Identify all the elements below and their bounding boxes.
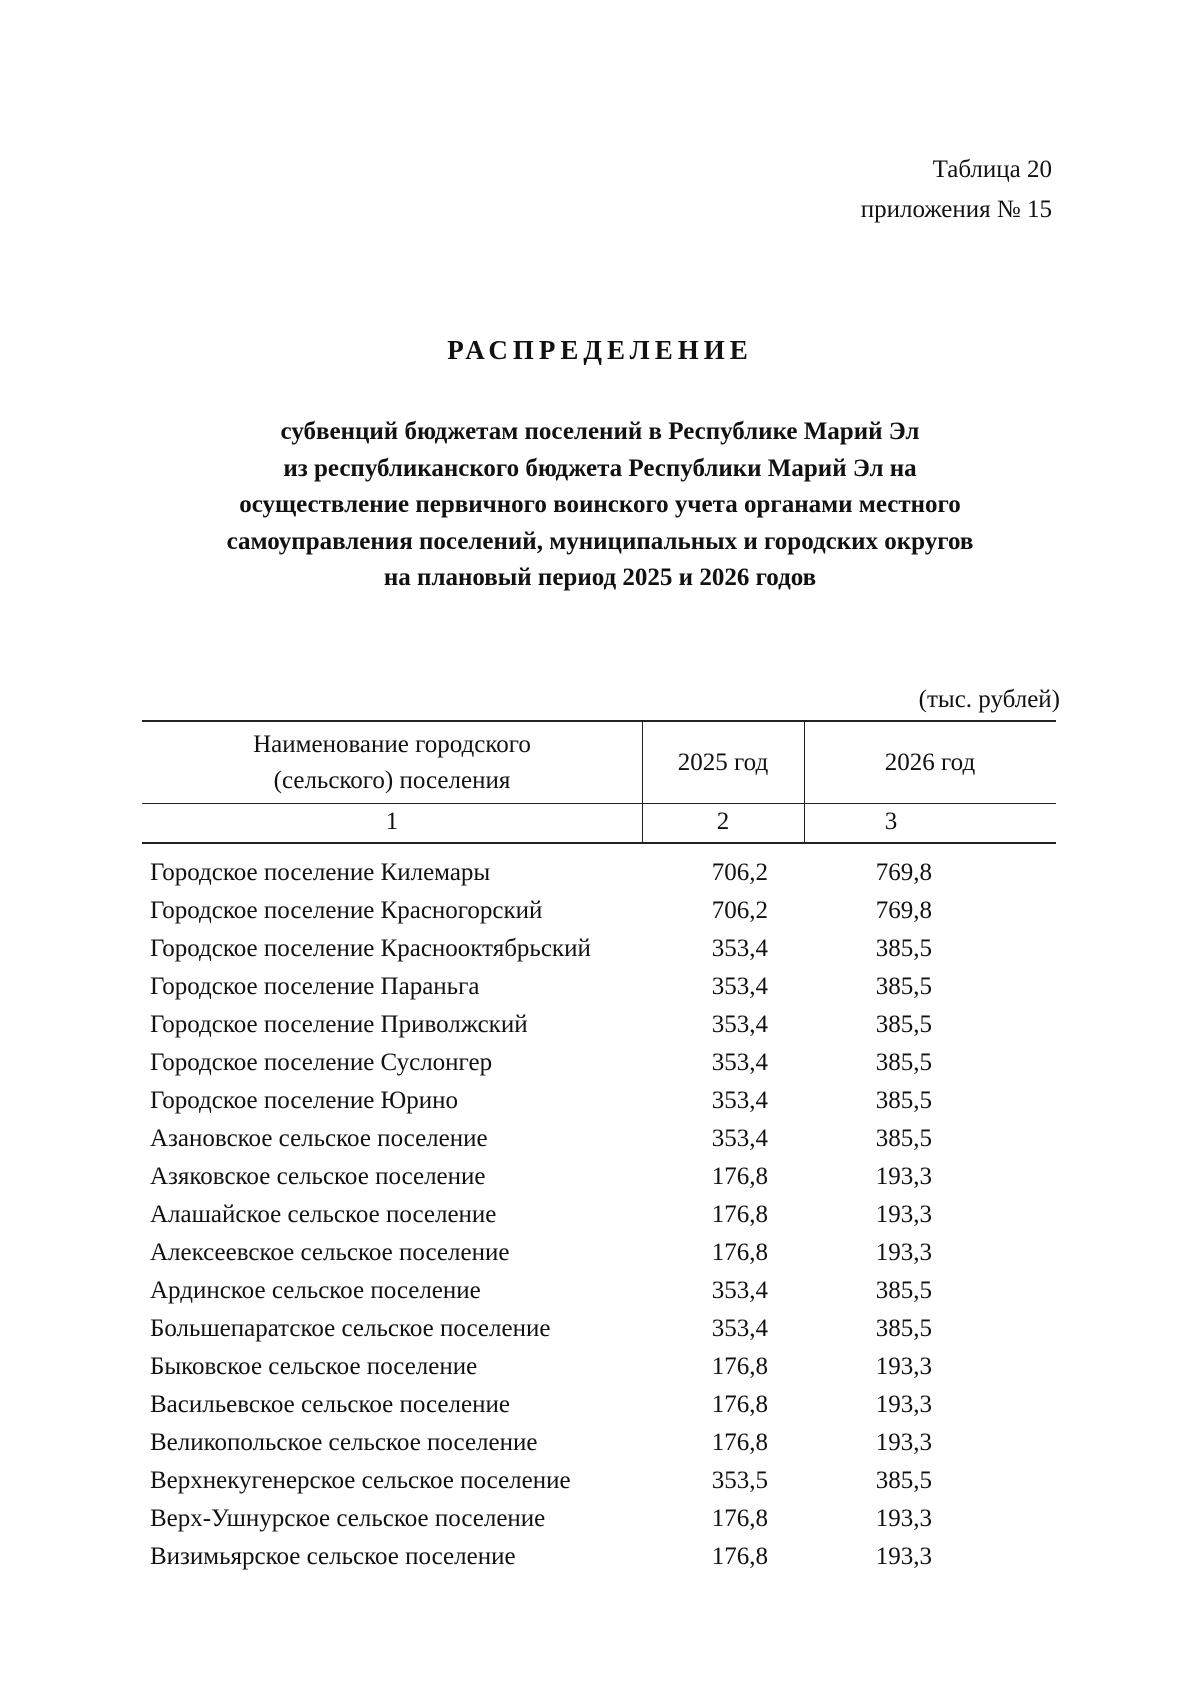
value-2025: 176,8 (711, 1163, 768, 1190)
value-2025: 353,4 (711, 1011, 768, 1038)
settlement-name: Азяковское сельское поселение (150, 1163, 486, 1190)
value-2026: 769,8 (875, 897, 932, 924)
value-2026: 385,5 (875, 1315, 932, 1342)
table-row (142, 1158, 1056, 1196)
settlement-name: Васильевское сельское поселение (150, 1391, 510, 1418)
table-row (142, 1082, 1056, 1120)
subtitle-line: субвенций бюджетам поселений в Республике Марий Эл (280, 418, 920, 445)
value-2025: 176,8 (711, 1429, 768, 1456)
table-row (142, 1310, 1056, 1348)
value-2026: 193,3 (875, 1353, 932, 1380)
table-row (142, 1044, 1056, 1082)
table-row (142, 1348, 1056, 1386)
value-2025: 176,8 (711, 1353, 768, 1380)
value-2026: 385,5 (875, 1125, 932, 1152)
table-row (142, 1462, 1056, 1500)
subtitle-line: из республиканского бюджета Республики Марий Эл на (283, 454, 917, 482)
value-2026: 385,5 (875, 935, 932, 962)
header-2026-cell: 2026 год (884, 748, 976, 776)
document-title: РАСПРЕДЕЛЕНИЕ (447, 335, 753, 365)
settlement-name: Городское поселение Красногорский (150, 897, 543, 924)
value-2026: 385,5 (875, 1277, 932, 1304)
value-2026: 193,3 (875, 1543, 932, 1570)
distribution-table (142, 720, 1056, 1576)
table-row (142, 930, 1056, 968)
appendix-reference (861, 150, 1052, 230)
value-2025: 353,4 (711, 1087, 768, 1114)
value-2026: 193,3 (875, 1163, 932, 1190)
value-2026: 385,5 (875, 1011, 932, 1038)
column-divider (642, 722, 643, 842)
column-number-1: 1 (385, 808, 399, 835)
value-2025: 176,8 (711, 1543, 768, 1570)
appendix-number: приложения № 15 (860, 196, 1052, 223)
settlement-name: Визимьярское сельское поселение (150, 1543, 516, 1570)
settlement-name: Городское поселение Килемары (150, 859, 491, 886)
header-name-line2: (сельского) поселения (273, 766, 511, 794)
value-2025: 353,4 (711, 1277, 768, 1304)
value-2025: 176,8 (711, 1201, 768, 1228)
value-2025: 353,4 (711, 1049, 768, 1076)
subtitle-line: на плановый период 2025 и 2026 годов (383, 564, 817, 591)
table-row (142, 1120, 1056, 1158)
settlement-name: Великопольское сельское поселение (150, 1429, 538, 1456)
value-2026: 385,5 (875, 1467, 932, 1494)
value-2026: 193,3 (875, 1239, 932, 1266)
value-2025: 176,8 (711, 1505, 768, 1532)
subtitle-line: самоуправления поселений, муниципальных и городских округов (226, 527, 974, 555)
value-2025: 353,5 (711, 1467, 768, 1494)
value-2026: 385,5 (875, 973, 932, 1000)
table-row (142, 1196, 1056, 1234)
header-name-line1: Наименование городского (253, 730, 531, 758)
header-divider (142, 803, 1056, 804)
table-row (142, 1500, 1056, 1538)
value-2026: 193,3 (875, 1429, 932, 1456)
value-2026: 193,3 (875, 1391, 932, 1418)
header-name-cell (142, 722, 642, 803)
settlement-name: Городское поселение Приволжский (150, 1011, 528, 1038)
table-row (142, 968, 1056, 1006)
table-row (142, 1234, 1056, 1272)
settlement-name: Ардинское сельское поселение (150, 1277, 481, 1304)
value-2026: 385,5 (875, 1049, 932, 1076)
header-2025-cell: 2025 год (677, 748, 769, 776)
document-subtitle (0, 414, 1200, 597)
column-number-3: 3 (884, 808, 898, 835)
table-row (142, 892, 1056, 930)
settlement-name: Городское поселение Юрино (150, 1087, 459, 1114)
settlement-name: Быковское сельское поселение (150, 1353, 478, 1380)
value-2025: 176,8 (711, 1391, 768, 1418)
table-row (142, 1006, 1056, 1044)
value-2025: 353,4 (711, 973, 768, 1000)
settlement-name: Алексеевское сельское поселение (150, 1239, 510, 1266)
column-number-2: 2 (716, 808, 730, 835)
table-row (142, 1538, 1056, 1576)
settlement-name: Алашайское сельское поселение (150, 1201, 497, 1228)
units-label: (тыс. рублей) (918, 686, 1060, 713)
value-2026: 193,3 (875, 1201, 932, 1228)
value-2025: 706,2 (711, 859, 768, 886)
table-header (142, 720, 1056, 844)
table-body (142, 854, 1056, 1576)
column-divider (804, 722, 805, 842)
value-2026: 193,3 (875, 1505, 932, 1532)
settlement-name: Городское поселение Суслонгер (150, 1049, 493, 1076)
table-number: Таблица 20 (932, 156, 1052, 183)
subtitle-line: осуществление первичного воинского учета органами местного (239, 491, 961, 518)
value-2026: 769,8 (875, 859, 932, 886)
settlement-name: Большепаратское сельское поселение (150, 1315, 551, 1342)
table-row (142, 1386, 1056, 1424)
settlement-name: Городское поселение Краснооктябрьский (150, 935, 591, 962)
settlement-name: Азановское сельское поселение (150, 1125, 488, 1152)
value-2025: 353,4 (711, 1315, 768, 1342)
value-2025: 706,2 (711, 897, 768, 924)
table-row (142, 1272, 1056, 1310)
settlement-name: Верхнекугенерское сельское поселение (150, 1467, 571, 1494)
value-2025: 353,4 (711, 935, 768, 962)
value-2026: 385,5 (875, 1087, 932, 1114)
table-row (142, 854, 1056, 892)
value-2025: 176,8 (711, 1239, 768, 1266)
table-row (142, 1424, 1056, 1462)
value-2025: 353,4 (711, 1125, 768, 1152)
settlement-name: Городское поселение Параньга (150, 973, 480, 1000)
settlement-name: Верх-Ушнурское сельское поселение (150, 1505, 546, 1532)
